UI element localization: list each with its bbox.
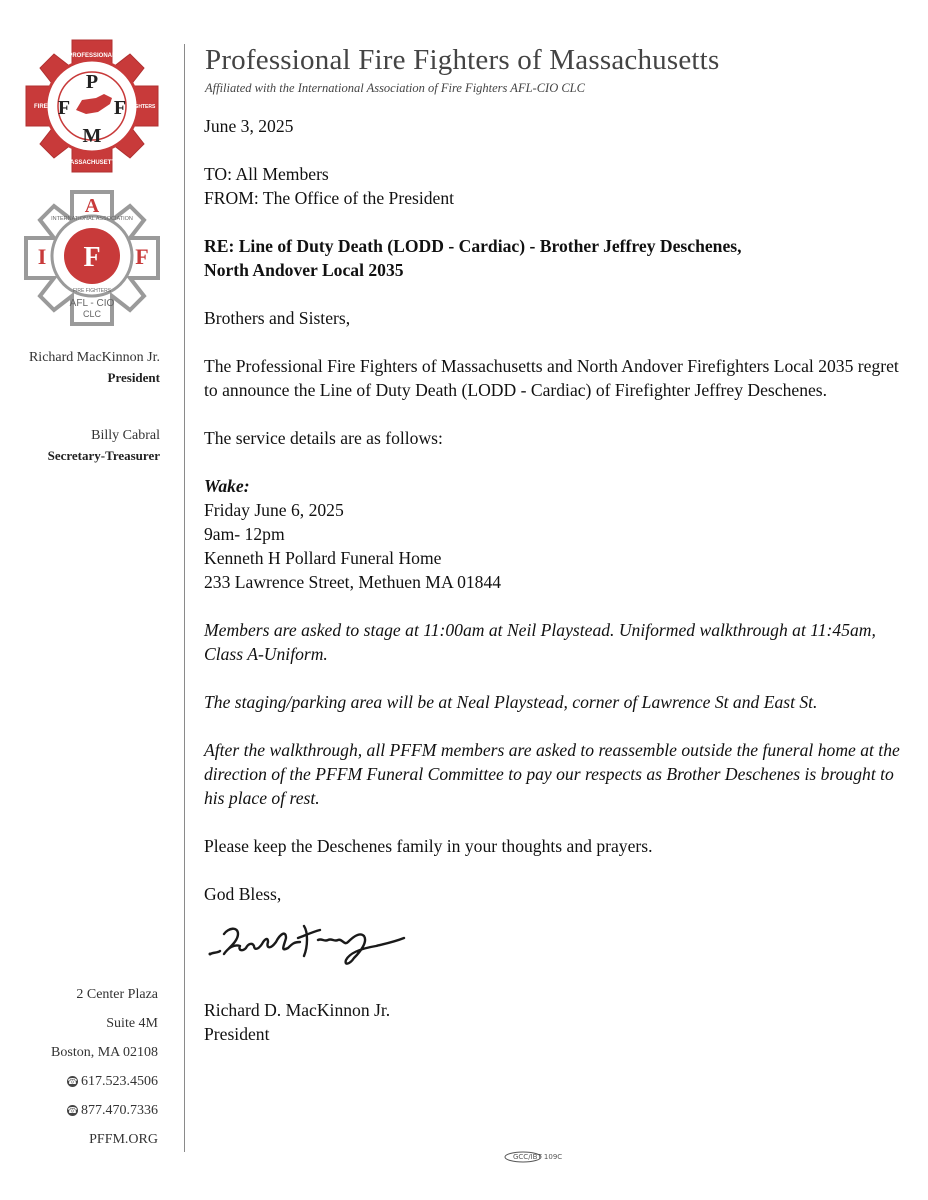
sidebar-divider — [184, 44, 185, 1152]
address-line-3: Boston, MA 02108 — [51, 1045, 158, 1060]
intro-paragraph: The Professional Fire Fighters of Massachusetts and North Andover Firefighters Local 2035 regret to announce the Line of Duty Death (LODD - Cardiac) of Firefighter Jeffrey Deschenes. — [204, 356, 899, 400]
svg-text:CLC: CLC — [82, 309, 102, 319]
svg-text:P: P — [85, 71, 99, 93]
org-affiliation: Affiliated with the International Association of Fire Fighters AFL-CIO CLC — [205, 81, 585, 95]
signer-name: Richard D. MacKinnon Jr. — [204, 1000, 391, 1020]
svg-text:FIGHTERS: FIGHTERS — [130, 104, 156, 110]
signature-image — [204, 912, 414, 982]
svg-text:F: F — [113, 97, 127, 119]
signature — [204, 906, 904, 998]
wake-venue: Kenneth H Pollard Funeral Home — [204, 548, 442, 568]
phone-icon: ☎ — [67, 1077, 78, 1086]
after-walkthrough-paragraph: After the walkthrough, all PFFM members are asked to reassemble outside the funeral home at the direction of the PFFM Funeral Committee to pay our respects as Brother Deschenes is brought to his place of rest. — [204, 740, 900, 808]
address-line-1: 2 Center Plaza — [76, 987, 158, 1002]
wake-address: 233 Lawrence Street, Methuen MA 01844 — [204, 572, 502, 592]
svg-text:AFL - CIO: AFL - CIO — [69, 298, 115, 309]
officer-president — [0, 350, 160, 386]
officer-secretary-treasurer — [0, 428, 160, 464]
phone-1-row — [0, 1072, 158, 1101]
iaff-logo — [24, 190, 160, 326]
letter-body — [204, 114, 904, 1046]
svg-text:F: F — [83, 242, 101, 273]
signer-title: President — [204, 1024, 270, 1044]
union-bug-text: GCC/IBT 109C — [513, 1153, 563, 1161]
pffm-logo — [24, 38, 160, 174]
letter-subject-line-1: RE: Line of Duty Death (LODD - Cardiac) - Brother Jeffrey Deschenes, — [204, 236, 742, 256]
phone-2-row — [0, 1101, 158, 1130]
address-line-2: Suite 4M — [106, 1016, 158, 1031]
phone-2: 877.470.7336 — [81, 1103, 158, 1118]
svg-text:I: I — [37, 244, 47, 269]
office-address — [0, 985, 158, 1159]
org-name: Professional Fire Fighters of Massachusetts — [205, 44, 720, 76]
svg-text:PROFESSIONAL: PROFESSIONAL — [68, 53, 116, 59]
officer-title: Secretary-Treasurer — [47, 448, 160, 463]
letter-from: FROM: The Office of the President — [204, 188, 455, 208]
svg-text:FIRE: FIRE — [34, 104, 48, 110]
svg-text:F: F — [135, 244, 149, 269]
officer-name: Billy Cabral — [91, 428, 160, 443]
svg-text:FIRE FIGHTERS: FIRE FIGHTERS — [72, 288, 112, 294]
phone-icon: ☎ — [67, 1106, 78, 1115]
letter-date: June 3, 2025 — [204, 116, 294, 136]
letter-subject-line-2: North Andover Local 2035 — [204, 260, 404, 280]
wake-date: Friday June 6, 2025 — [204, 500, 344, 520]
svg-text:MASSACHUSETTS: MASSACHUSETTS — [64, 160, 120, 166]
parking-paragraph: The staging/parking area will be at Neal Playstead, corner of Lawrence St and East St. — [204, 692, 818, 712]
wake-time: 9am- 12pm — [204, 524, 285, 544]
closing-note: Please keep the Deschenes family in your thoughts and prayers. — [204, 836, 653, 856]
website: PFFM.ORG — [89, 1132, 158, 1147]
svg-text:A: A — [84, 195, 100, 217]
details-intro: The service details are as follows: — [204, 428, 443, 448]
wake-heading: Wake: — [204, 476, 250, 496]
salutation: Brothers and Sisters, — [204, 308, 351, 328]
svg-text:F: F — [57, 97, 71, 119]
staging-paragraph: Members are asked to stage at 11:00am at Neil Playstead. Uniformed walkthrough at 11:45am, Class A-Uniform. — [204, 620, 876, 664]
svg-text:INTERNATIONAL ASSOCIATION: INTERNATIONAL ASSOCIATION — [51, 216, 133, 222]
svg-text:M: M — [82, 125, 102, 147]
closing: God Bless, — [204, 884, 282, 904]
letter-to: TO: All Members — [204, 164, 329, 184]
phone-1: 617.523.4506 — [81, 1074, 158, 1089]
officer-name: Richard MacKinnon Jr. — [28, 350, 160, 365]
officer-title: President — [107, 370, 160, 385]
letterhead-sidebar — [0, 0, 184, 1200]
